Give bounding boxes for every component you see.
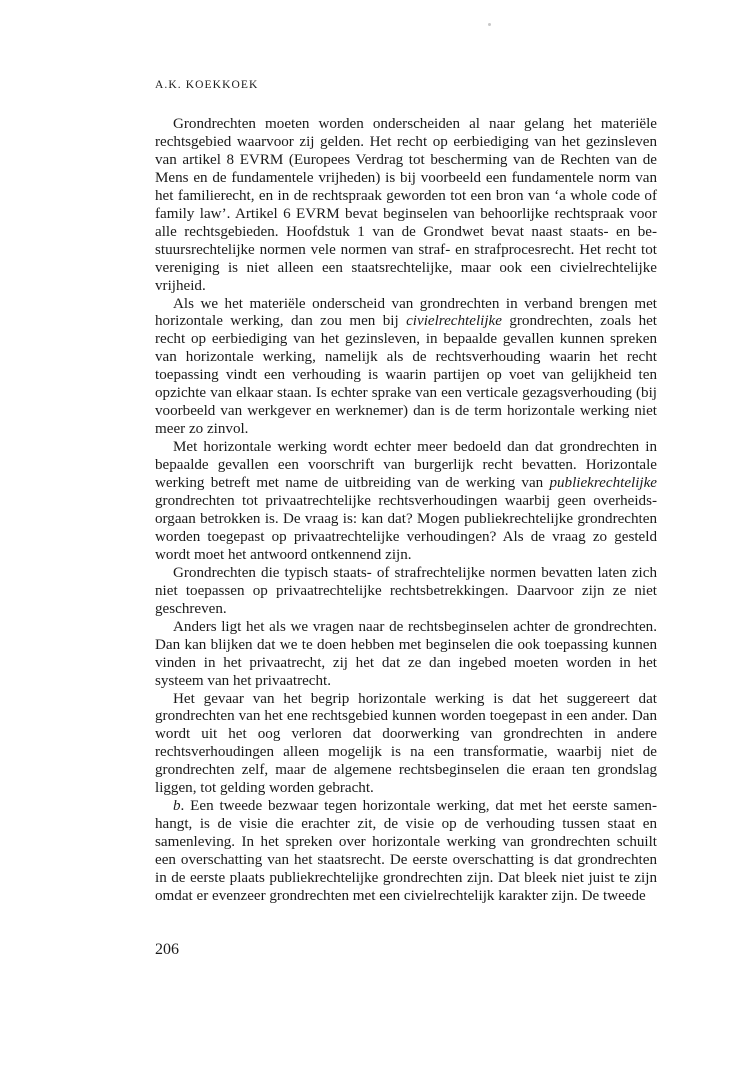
text-segment: Grondrechten die typisch staats- of strafrechtelijke normen bevatten laten zich niet toepassen op privaatrechtelijke rechtsbetrekkingen. Daarvoor zijn ze niet geschreven. xyxy=(155,564,657,617)
paragraph xyxy=(155,116,657,296)
text-segment: Als we het materiële onderscheid van grondrechten in verband brengen met horizontale werking, dan zou men bij xyxy=(155,295,657,330)
running-head-author: A.K. KOEKKOEK xyxy=(155,79,259,91)
italic-term: civielrechtelijke xyxy=(406,313,502,330)
text-segment: grondrechten tot privaatrechtelijke rechtsverhoudingen waarbij geen overheidsorgaan betrokken is. De vraag is: kan dat? Mogen publiekrechtelijke grondrechten worden toegepast op privaatrechtelijke verhoudingen? Als de vraag zo gesteld wordt moet het antwoord ontkennend zijn. xyxy=(155,493,657,563)
text-segment: . Een tweede bezwaar tegen horizontale werking, dat met het eerste samenhangt, is de visie die erachter zit, de visie op de verhouding tussen staat en samenleving. In het spreken over horizontale werking van grondrechten schuilt een overschatting van het staatsrecht. De eerste overschatting is dat grondrechten in de eerste plaats publiekrechtelijke grondrechten zijn. Dat bleek niet juist te zijn omdat er evenzeer grondrechten met een civielrechtelijk karakter zijn. De tweede xyxy=(155,798,657,904)
text-segment: Anders ligt het als we vragen naar de rechtsbeginselen achter de grondrechten. Dan kan blijken dat we te doen hebben met beginselen die ook toepassing kunnen vinden in het privaatrecht, zij het dat ze dan ingebed moeten worden in het systeem van het privaatrecht. xyxy=(155,618,657,689)
body-text xyxy=(155,116,657,906)
text-segment: Grondrechten moeten worden onderscheiden al naar gelang het materiële rechtsgebied waarvoor zij gelden. Het recht op eerbiediging van het gezinsleven van artikel 8 EVRM (Europees Verdrag tot bescherming van de Rechten van de Mens en de fundamentele vrijheden) is bij voorbeeld een fundamentele norm van het familierecht, en in de rechtspraak geworden tot een bron van ‘a whole code of family law’. Artikel 6 EVRM bevat beginselen van behoorlijke rechtspraak voor alle rechtsgebieden. Hoofdstuk 1 van de Grondwet bevat naast staats- en bestuursrechtelijke normen vele normen van straf- en strafprocesrecht. Het recht tot vereniging is niet alleen een staatsrechtelijke, maar ook een civielrechtelijke vrijheid. xyxy=(155,116,657,294)
page-number: 206 xyxy=(155,941,179,958)
paragraph xyxy=(155,296,657,440)
paragraph xyxy=(155,565,657,619)
paragraph xyxy=(155,439,657,565)
list-marker: b xyxy=(173,798,181,815)
paragraph xyxy=(155,798,657,906)
text-segment: Met horizontale werking wordt echter meer bedoeld dan dat grondrechten in bepaalde gevallen een voorschrift van burgerlijk recht bevatten. Horizontale werking betreft met name de uitbreiding van de werking van xyxy=(155,439,657,492)
scan-speck xyxy=(488,23,491,26)
paragraph xyxy=(155,619,657,691)
text-segment: Het gevaar van het begrip horizontale werking is dat het suggereert dat grondrechten van het ene rechtsgebied kunnen worden toegepast in een ander. Dan wordt uit het oog verloren dat doorwerking van grondrechten in andere rechtsverhoudingen alleen mogelijk is na een transformatie, waarbij niet de grondrechten zelf, maar de algemene rechtsbeginselen die eraan ten grondslag liggen, tot gelding worden gebracht. xyxy=(155,690,657,797)
italic-term: publiekrechtelijke xyxy=(549,475,657,492)
paragraph xyxy=(155,691,657,799)
text-segment: grondrechten, zoals het recht op eerbiediging van het gezinsleven, in bepaalde gevallen kunnen spreken van horizontale werking, namelijk als de rechtsverhouding waarin het recht toepassing vindt een verhouding is waarin partijen op voet van gelijkheid ten opzichte van elkaar staan. Is echter sprake van een verticale gezagsverhouding (bij voorbeeld van werkgever en werknemer) dan is de term horizontale werking niet meer zo zinvol. xyxy=(155,313,658,438)
